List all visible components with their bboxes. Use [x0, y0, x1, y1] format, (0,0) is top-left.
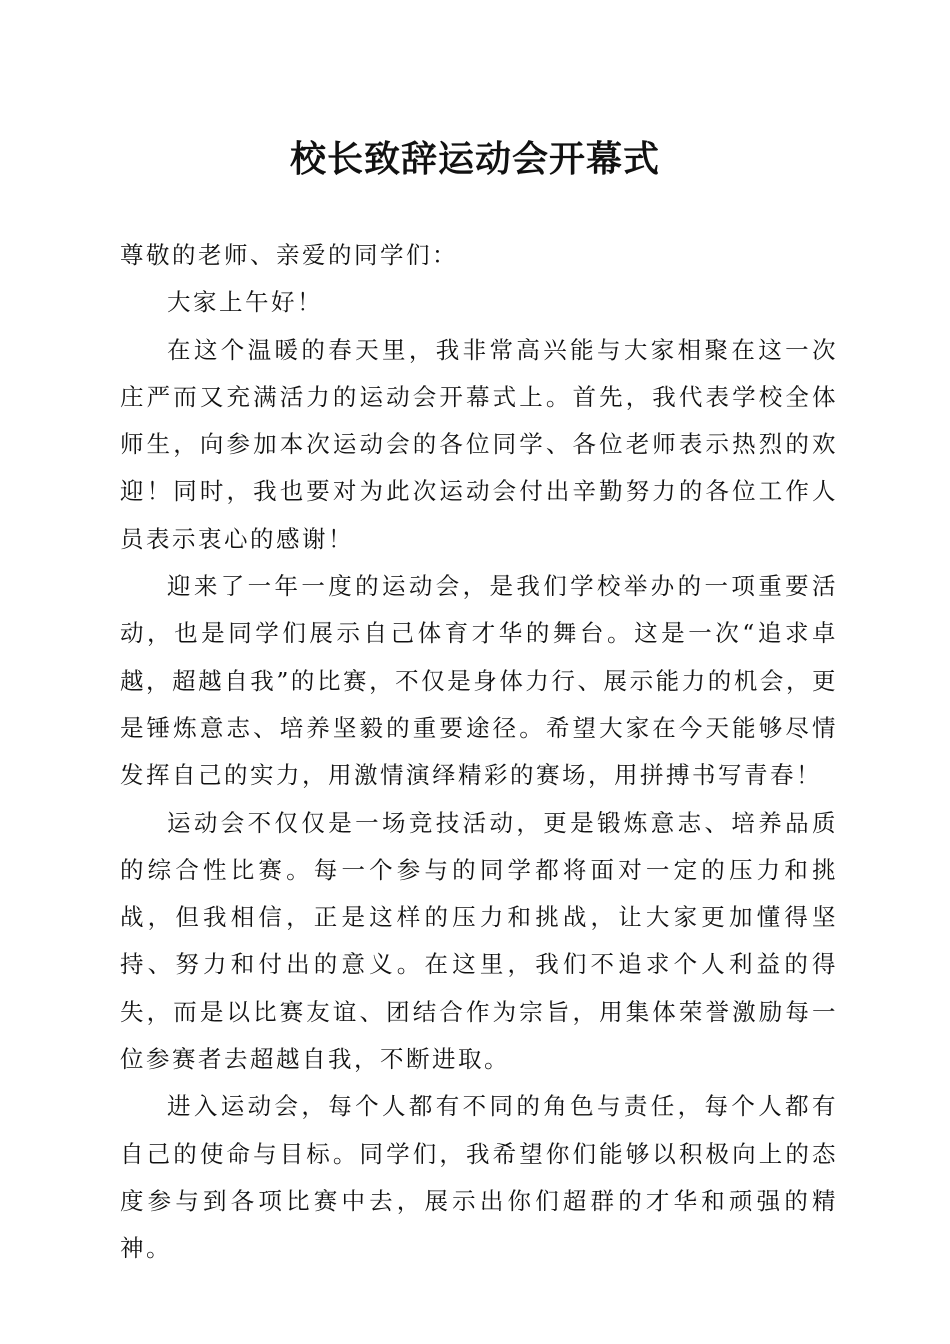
paragraph-welcome: 在这个温暖的春天里，我非常高兴能与大家相聚在这一次庄严而又充满活力的运动会开幕式上。首先，我代表学校全体师生，向参加本次运动会的各位同学、各位老师表示热烈的欢迎！同时，我也要对为此次运动会付出辛勤努力的各位工作人员表示衷心的感谢！: [120, 335, 838, 553]
paragraph-competition-spirit: 运动会不仅仅是一场竞技活动，更是锻炼意志、培养品质的综合性比赛。每一个参与的同学都将面对一定的压力和挑战，但我相信，正是这样的压力和挑战，让大家更加懂得坚持、努力和付出的意义。在这里，我们不追求个人利益的得失，而是以比赛友谊、团结合作为宗旨，用集体荣誉激励每一位参赛者去超越自我，不断进取。: [120, 808, 838, 1074]
paragraph-roles-and-goals: 进入运动会，每个人都有不同的角色与责任，每个人都有自己的使命与目标。同学们，我希望你们能够以积极向上的态度参与到各项比赛中去，展示出你们超群的才华和顽强的精神。: [120, 1092, 838, 1263]
paragraph-event-meaning: 迎来了一年一度的运动会，是我们学校举办的一项重要活动，也是同学们展示自己体育才华的舞台。这是一次“追求卓越，超越自我”的比赛，不仅是身体力行、展示能力的机会，更是锤炼意志、培养坚毅的重要途径。希望大家在今天能够尽情发挥自己的实力，用激情演绎精彩的赛场，用拼搏书写青春！: [120, 572, 838, 790]
document-body: [120, 232, 838, 1273]
paragraph-greeting: 大家上午好！: [167, 288, 323, 317]
document-title: 校长致辞运动会开幕式: [289, 138, 660, 180]
salutation: 尊敬的老师、亲爱的同学们：: [120, 241, 458, 269]
